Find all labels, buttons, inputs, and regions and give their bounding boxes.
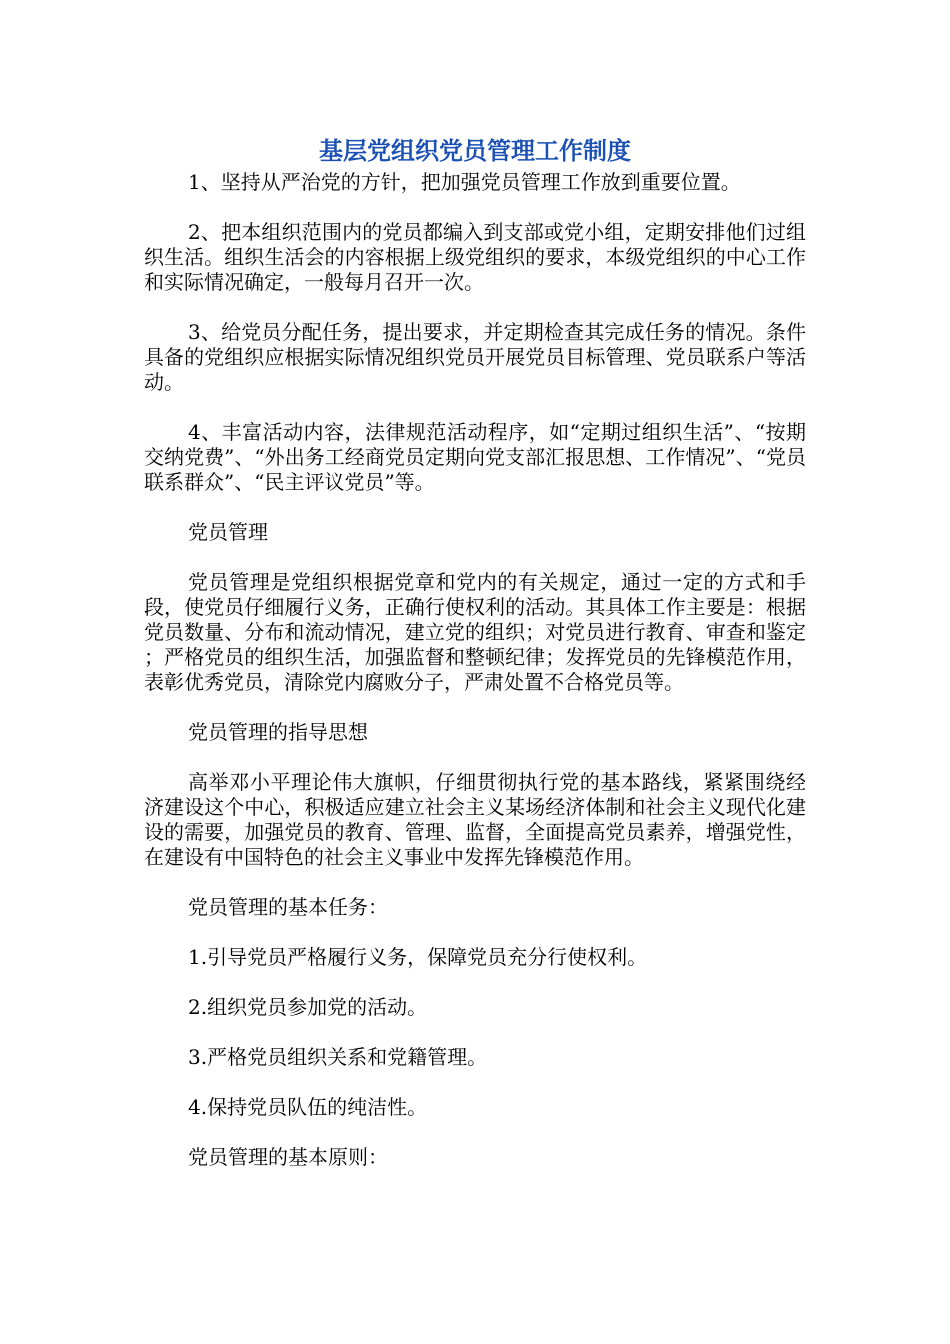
section-heading-guiding-ideology: 党员管理的指导思想: [188, 720, 368, 744]
paragraph-3: 3、给党员分配任务，提出要求，并定期检查其完成任务的情况。条件具备的党组织应根据实际情况组织党员开展党员目标管理、党员联系户等活动。: [144, 320, 806, 394]
task-item-4: 4.保持党员队伍的纯洁性。: [188, 1095, 428, 1119]
task-item-2: 2.组织党员参加党的活动。: [188, 995, 428, 1019]
document-body: [144, 170, 806, 1195]
section-heading-basic-principles: 党员管理的基本原则：: [188, 1145, 388, 1169]
paragraph-management-definition: 党员管理是党组织根据党章和党内的有关规定，通过一定的方式和手段，使党员仔细履行义务，正确行使权利的活动。其具体工作主要是：根据党员数量、分布和流动情况，建立党的组织；对党员进行教育、审查和鉴定；严格党员的组织生活，加强监督和整顿纪律；发挥党员的先锋模范作用，表彰优秀党员，清除党内腐败分子，严肃处置不合格党员等。: [144, 570, 806, 694]
paragraph-4: 4、丰富活动内容，法律规范活动程序，如“定期过组织生活”、“按期交纳党费”、“外出务工经商党员定期向党支部汇报思想、工作情况”、“党员联系群众”、“民主评议党员”等。: [144, 420, 806, 494]
document-title: 基层党组织党员管理工作制度: [319, 137, 631, 165]
task-item-1: 1.引导党员严格履行义务，保障党员充分行使权利。: [188, 945, 648, 969]
task-item-3: 3.严格党员组织关系和党籍管理。: [188, 1045, 488, 1069]
section-heading-party-member-management: 党员管理: [188, 520, 268, 544]
paragraph-2: 2、把本组织范围内的党员都编入到支部或党小组，定期安排他们过组织生活。组织生活会的内容根据上级党组织的要求，本级党组织的中心工作和实际情况确定，一般每月召开一次。: [144, 220, 806, 294]
paragraph-1: 1、坚持从严治党的方针，把加强党员管理工作放到重要位置。: [188, 170, 741, 194]
paragraph-guiding-ideology: 高举邓小平理论伟大旗帜，仔细贯彻执行党的基本路线，紧紧围绕经济建设这个中心，积极适应建立社会主义某场经济体制和社会主义现代化建设的需要，加强党员的教育、管理、监督，全面提高党员素养，增强党性，在建设有中国特色的社会主义事业中发挥先锋模范作用。: [144, 770, 806, 869]
section-heading-basic-tasks: 党员管理的基本任务：: [188, 895, 388, 919]
